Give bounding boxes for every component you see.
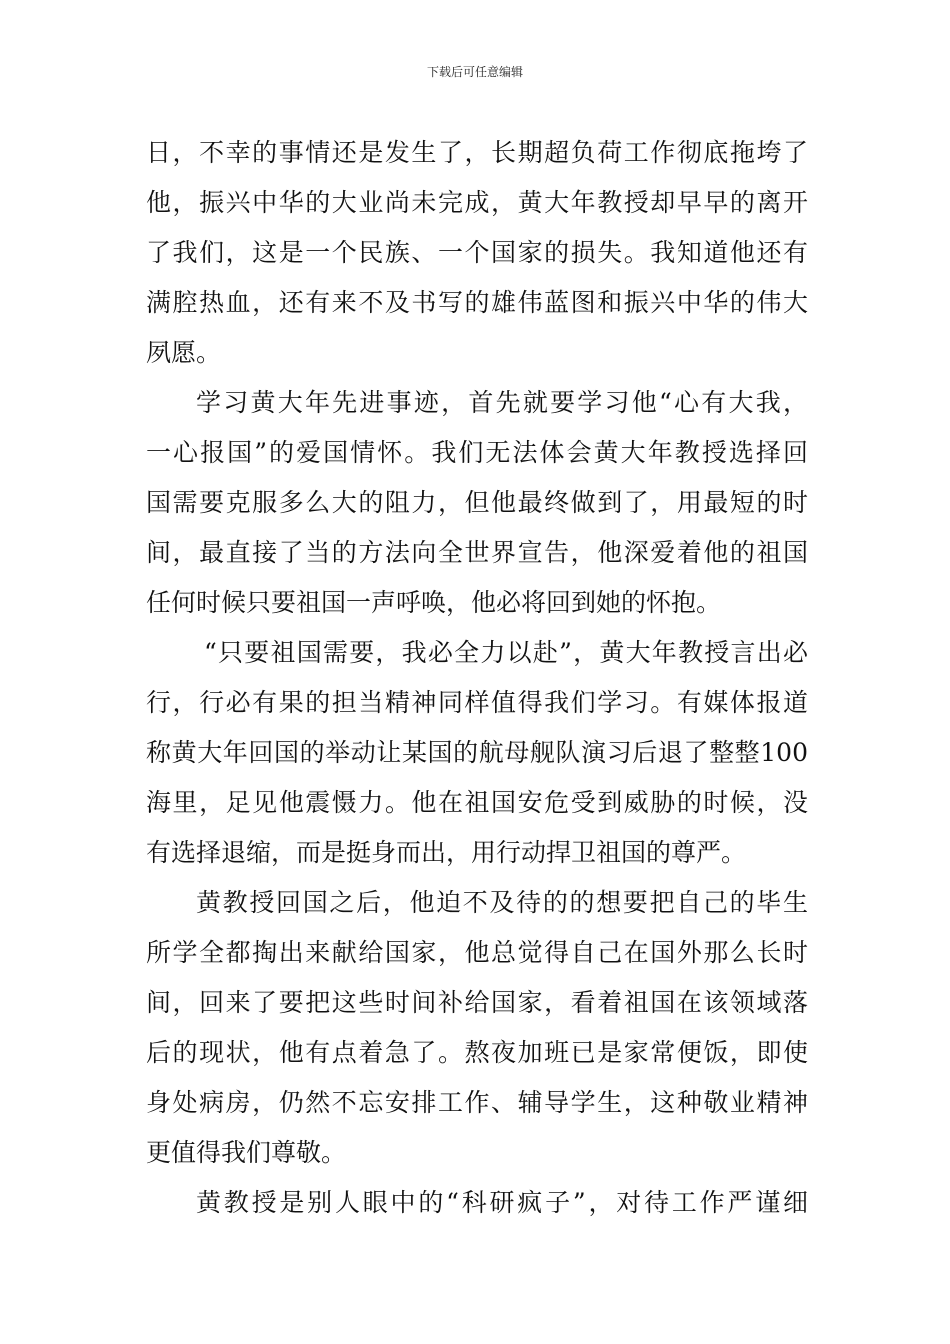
page-header: 下载后可任意编辑 [426, 65, 523, 79]
text-line-6: 学习黄大年先进事迹，首先就要学习他“心有大我， [196, 388, 808, 417]
text-line-1: 日，不幸的事情还是发生了，长期超负荷工作彻底拖垮了 [146, 138, 808, 167]
text-line-10: 任何时候只要祖国一声呼唤，他必将回到她的怀抱。 [146, 588, 722, 617]
text-line-3: 了我们，这是一个民族、一个国家的损失。我知道他还有 [146, 238, 808, 267]
text-line-5: 夙愿。 [146, 338, 222, 367]
text-line-4: 满腔热血，还有来不及书写的雄伟蓝图和振兴中华的伟大 [146, 288, 808, 317]
text-line-11: “只要祖国需要，我必全力以赴”，黄大年教授言出必 [204, 638, 808, 667]
text-line-7: 一心报国”的爱国情怀。我们无法体会黄大年教授选择回 [146, 438, 808, 467]
text-line-2: 他，振兴中华的大业尚未完成，黄大年教授却早早的离开 [146, 188, 808, 217]
text-line-12: 行，行必有果的担当精神同样值得我们学习。有媒体报道 [146, 688, 808, 717]
text-line-15: 有选择退缩，而是挺身而出，用行动捍卫祖国的尊严。 [146, 838, 747, 867]
body-text [146, 128, 808, 1228]
text-line-14: 海里，足见他震慑力。他在祖国安危受到威胁的时候，没 [146, 788, 808, 817]
text-line-22: 黄教授是别人眼中的“科研疯子”，对待工作严谨细 [196, 1188, 808, 1217]
text-line-16: 黄教授回国之后，他迫不及待的的想要把自己的毕生 [196, 888, 808, 917]
text-line-21: 更值得我们尊敬。 [146, 1138, 347, 1167]
text-line-17: 所学全都掏出来献给国家，他总觉得自己在国外那么长时 [146, 938, 808, 967]
text-line-13: 称黄大年回国的举动让某国的航母舰队演习后退了整整100 [146, 738, 808, 767]
text-line-9: 间，最直接了当的方法向全世界宣告，他深爱着他的祖国 [146, 538, 808, 567]
text-line-20: 身处病房，仍然不忘安排工作、辅导学生，这种敬业精神 [146, 1088, 808, 1117]
text-line-19: 后的现状，他有点着急了。熬夜加班已是家常便饭，即使 [146, 1038, 808, 1067]
text-line-8: 国需要克服多么大的阻力，但他最终做到了，用最短的时 [146, 488, 808, 517]
text-line-18: 间，回来了要把这些时间补给国家，看着祖国在该领域落 [146, 988, 808, 1017]
